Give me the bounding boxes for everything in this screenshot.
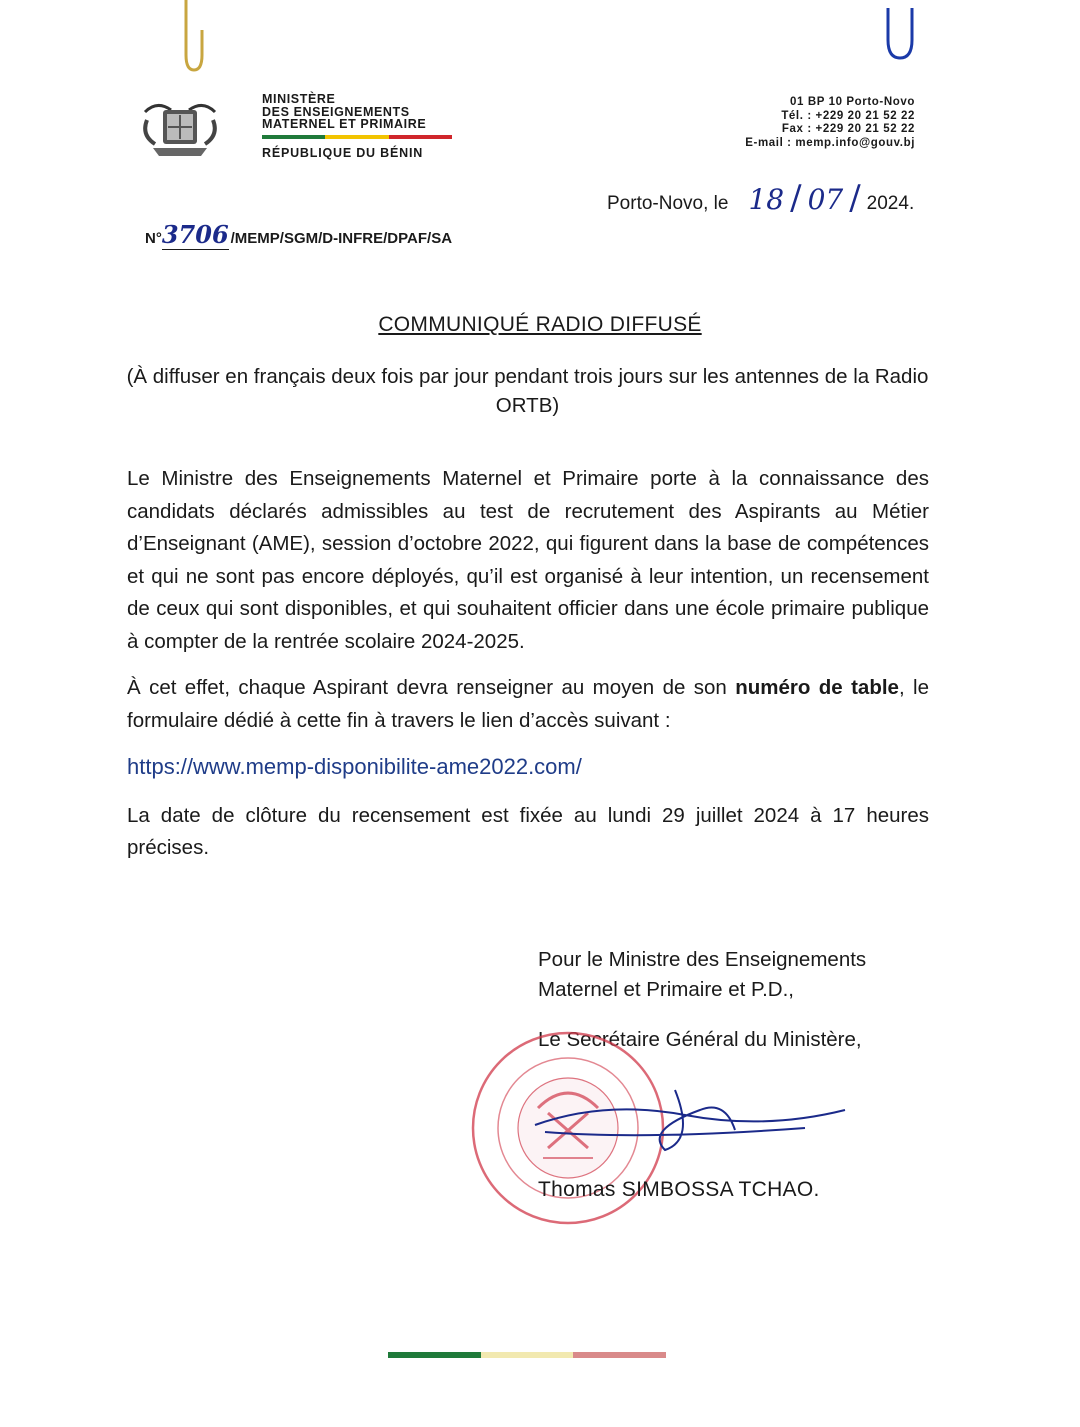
- ministry-line: MATERNEL ET PRIMAIRE: [262, 117, 427, 131]
- subtitle: (À diffuser en français deux fois par jour pendant trois jours sur les antennes de la Radio ORTB): [126, 365, 929, 417]
- signatory-title: Le Secrétaire Général du Ministère,: [538, 1028, 862, 1051]
- signatory-name: Thomas SIMBOSSA TCHAO.: [538, 1178, 820, 1201]
- page-title: COMMUNIQUÉ RADIO DIFFUSÉ: [378, 313, 702, 336]
- staple-icon: [178, 0, 208, 80]
- paragraph: La date de clôture du recensement est fixée au lundi 29 juillet 2024 à 17 heures précises.: [127, 803, 929, 859]
- ref-prefix: N°: [145, 230, 162, 247]
- phone: Tél. : +229 20 21 52 22: [781, 109, 915, 122]
- ministry-line: DES ENSEIGNEMENTS: [262, 104, 410, 119]
- flag-stripe: [262, 135, 452, 139]
- contact-block: [745, 96, 915, 150]
- signature-line: Pour le Ministre des Enseignements: [538, 948, 867, 971]
- ref-suffix: /MEMP/SGM/D-INFRE/DPAF/SA: [230, 230, 453, 247]
- address: 01 BP 10 Porto-Novo: [790, 96, 915, 108]
- date-line: [607, 178, 914, 218]
- reference-number: [145, 220, 452, 250]
- email: E-mail : memp.info@gouv.bj: [745, 136, 915, 149]
- date-month: 07: [807, 183, 844, 216]
- signature-line: Maternel et Primaire et P.D.,: [538, 978, 794, 1001]
- paragraph: [127, 672, 929, 737]
- slash-mark: /: [849, 178, 861, 218]
- staple-icon: [882, 0, 918, 70]
- bold-text: numéro de table: [735, 676, 899, 699]
- fax: Fax : +229 20 21 52 22: [781, 123, 915, 135]
- coat-of-arms-icon: [135, 100, 225, 162]
- date-prefix: Porto-Novo, le: [607, 193, 729, 214]
- paragraph-text: À cet effet, chaque Aspirant devra renseigner au moyen de son: [127, 676, 736, 699]
- country-name: RÉPUBLIQUE DU BÉNIN: [262, 145, 424, 160]
- paragraph: Le Ministre des Enseignements Maternel et Primaire porte à la connaissance des candidats déclarés admissibles au test de recrutement des Aspirants au Métier d’Enseignant (AME), session d’octobre 2022, qui figurent dans la base de compétences et qui ne sont pas encore déployés, qu’il est organisé à leur intention, un recensement de ceux qui sont disponibles, et qui souhaitent officier dans une école primaire publique à compter de la rentrée scolaire 2024-2025.: [127, 467, 929, 653]
- paragraph-text: , le formulaire dédié à cette fin à travers le lien d’accès suivant :: [127, 676, 929, 732]
- ministry-header: [262, 93, 452, 159]
- ref-number: 3706: [161, 220, 229, 249]
- form-link[interactable]: https://www.memp-disponibilite-ame2022.com/: [127, 754, 582, 779]
- date-year: 2024.: [866, 193, 915, 214]
- footer-flag-bars: [388, 1352, 666, 1358]
- document-body: [127, 463, 929, 879]
- ministry-line: MINISTÈRE: [262, 92, 336, 106]
- date-day: 18: [748, 183, 785, 216]
- handwritten-signature: [525, 1070, 865, 1160]
- slash-mark: /: [790, 178, 802, 218]
